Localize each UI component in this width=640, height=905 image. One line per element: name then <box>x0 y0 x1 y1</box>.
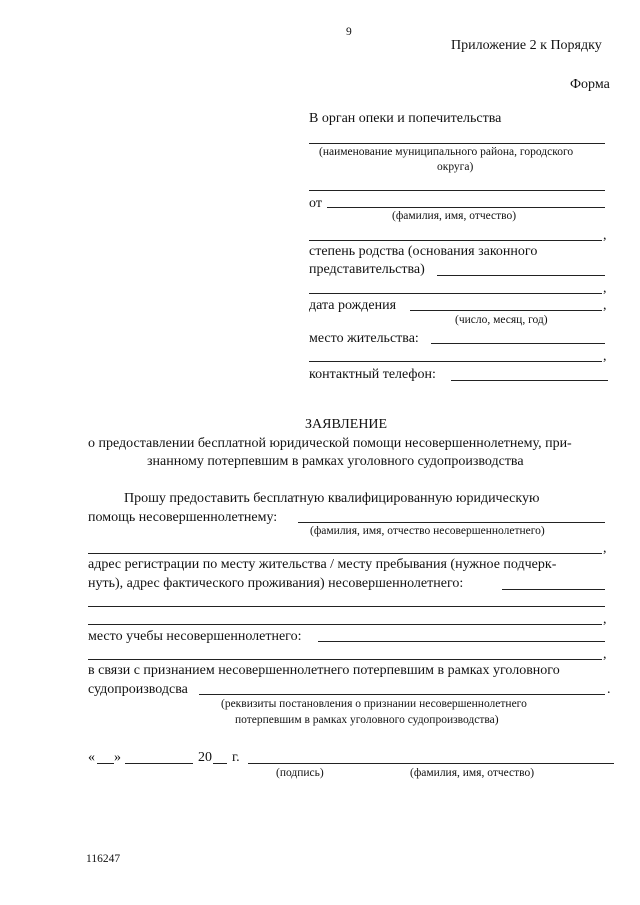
request-line-1: Прошу предоставить бесплатную квалифицированную юридическую <box>124 491 540 506</box>
kinship-label-1: степень родства (основания законного <box>309 244 538 259</box>
birth-date-hint: (число, месяц, год) <box>455 314 548 326</box>
kinship-line-2[interactable] <box>309 293 602 294</box>
applicant-name-line[interactable] <box>327 207 605 208</box>
study-line-2[interactable] <box>88 659 602 660</box>
month-line[interactable] <box>125 763 193 764</box>
comma-1: , <box>603 228 607 243</box>
title-line-1: о предоставлении бесплатной юридической помощи несовершеннолетнему, при- <box>88 436 572 451</box>
signature-line[interactable] <box>248 763 362 764</box>
comma-2: , <box>603 281 607 296</box>
minor-name-line[interactable] <box>298 522 605 523</box>
address-field-line[interactable] <box>502 589 605 590</box>
phone-label: контактный телефон: <box>309 367 436 382</box>
recognition-line-2: судопроизводсва <box>88 682 188 697</box>
resolution-details-line[interactable] <box>199 694 605 695</box>
comma-4: , <box>603 349 607 364</box>
comma-3: , <box>603 298 607 313</box>
phone-line[interactable] <box>451 380 608 381</box>
residence-line[interactable] <box>431 343 605 344</box>
title-line-2: знанному потерпевшим в рамках уголовного судопроизводства <box>147 454 524 469</box>
quote-open: « <box>88 750 95 765</box>
comma-6: , <box>603 612 607 627</box>
organ-name-hint-1: (наименование муниципального района, городского <box>319 146 574 158</box>
quote-close: » <box>114 750 121 765</box>
resolution-hint-1: (реквизиты постановления о признании несовершеннолетнего <box>221 698 527 710</box>
study-line[interactable] <box>318 641 605 642</box>
birth-date-line[interactable] <box>410 310 602 311</box>
from-label: от <box>309 196 322 211</box>
day-line[interactable] <box>97 763 114 764</box>
appendix-label: Приложение 2 к Порядку <box>451 38 602 53</box>
comma-5: , <box>603 541 607 556</box>
year-line[interactable] <box>213 763 227 764</box>
study-label: место учебы несовершеннолетнего: <box>88 629 302 644</box>
year-prefix: 20 <box>198 750 212 765</box>
address-field-line-2[interactable] <box>88 606 605 607</box>
addressee-to: В орган опеки и попечительства <box>309 111 502 126</box>
recognition-line-1: в связи с признанием несовершеннолетнего потерпевшим в рамках уголовного <box>88 663 560 678</box>
organ-name-line[interactable] <box>309 143 605 144</box>
applicant-name-hint: (фамилия, имя, отчество) <box>392 210 517 222</box>
address-field-line-3[interactable] <box>88 624 602 625</box>
signer-name-hint: (фамилия, имя, отчество) <box>410 767 535 779</box>
signer-name-line[interactable] <box>362 763 614 764</box>
residence-label: место жительства: <box>309 331 419 346</box>
signature-hint: (подпись) <box>276 767 324 779</box>
year-suffix: г. <box>232 750 240 765</box>
minor-name-line-2[interactable] <box>88 553 602 554</box>
address-line-1: адрес регистрации по месту жительства / месту пребывания (нужное подчерк- <box>88 557 557 572</box>
kinship-label-2: представительства) <box>309 262 425 277</box>
organ-name-hint-2: округа) <box>437 161 474 173</box>
organ-name-line-2[interactable] <box>309 190 605 191</box>
document-heading: ЗАЯВЛЕНИЕ <box>305 417 388 432</box>
residence-line-2[interactable] <box>309 361 602 362</box>
address-line-2: нуть), адрес фактического проживания) несовершеннолетнего: <box>88 576 464 591</box>
resolution-hint-2: потерпевшим в рамках уголовного судопроизводства) <box>235 714 499 726</box>
applicant-name-line-2[interactable] <box>309 240 602 241</box>
request-line-2: помощь несовершеннолетнему: <box>88 510 278 525</box>
footer-code: 116247 <box>86 853 121 865</box>
minor-name-hint: (фамилия, имя, отчество несовершеннолетнего) <box>310 525 545 537</box>
birth-date-label: дата рождения <box>309 298 397 313</box>
period: . <box>607 682 611 697</box>
page-number: 9 <box>346 26 352 38</box>
kinship-line[interactable] <box>437 275 605 276</box>
comma-7: , <box>603 647 607 662</box>
form-label: Форма <box>570 77 610 92</box>
